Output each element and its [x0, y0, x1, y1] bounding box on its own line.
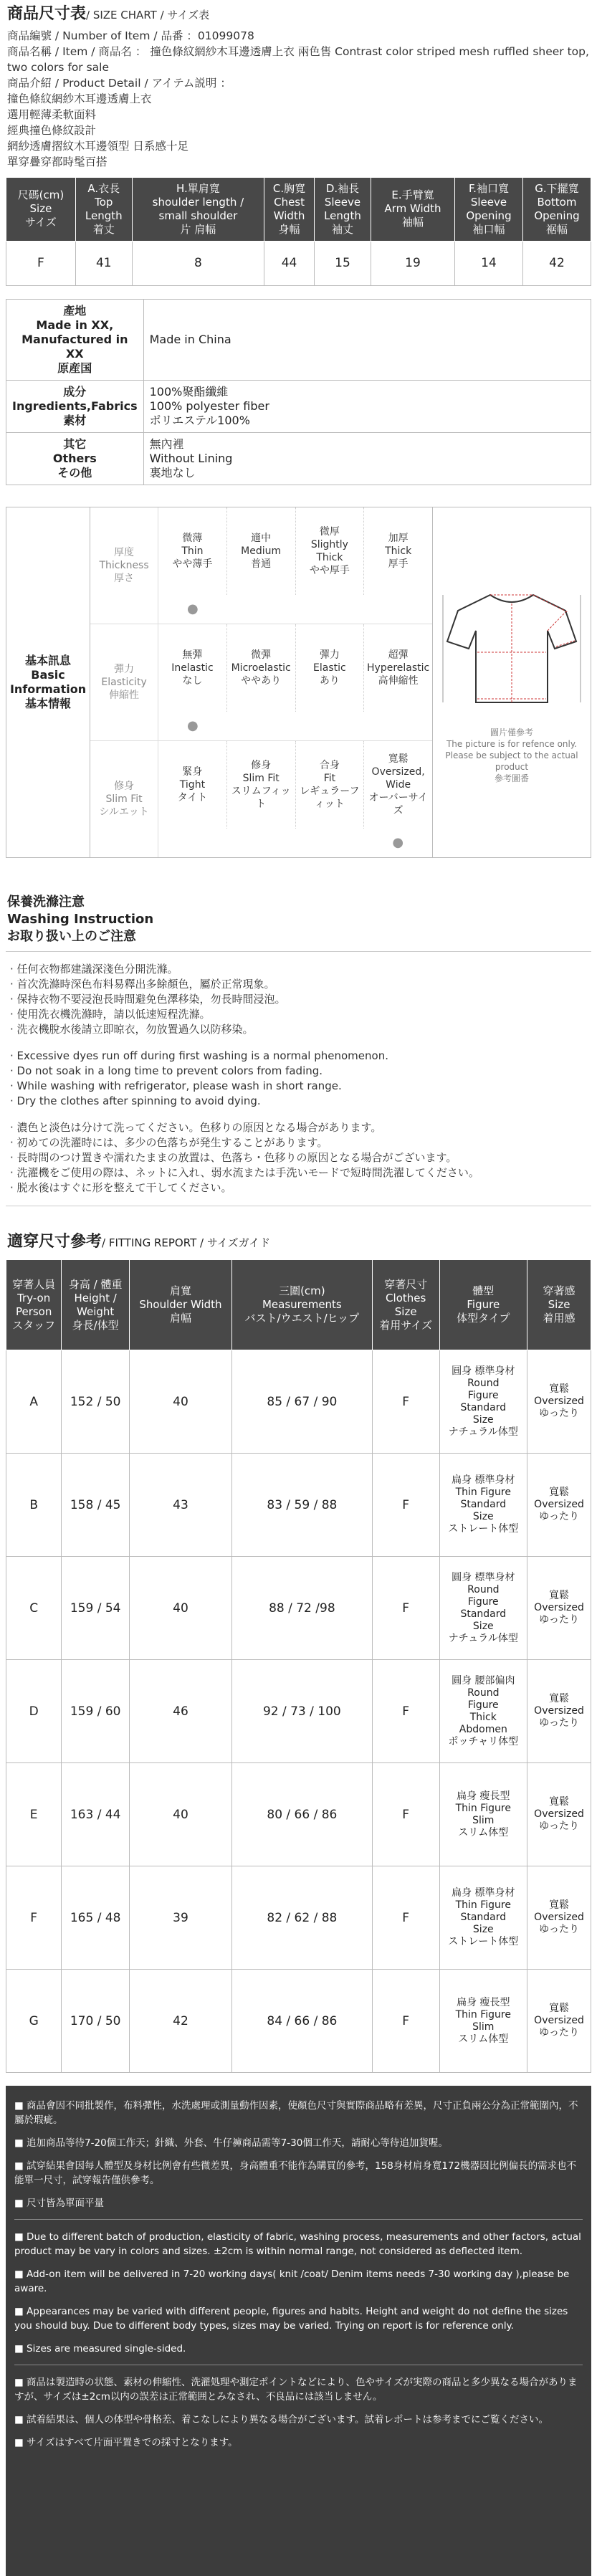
- basic-info-option-row: [158, 507, 432, 595]
- table-row: [6, 1660, 591, 1763]
- note-line: ■ サイズはすべて片面平置きでの採寸となります。: [14, 2436, 583, 2450]
- size-header-cell: E.手臂寬 Arm Width 袖幅: [371, 177, 454, 241]
- fitting-cell: 159 / 60: [62, 1660, 130, 1763]
- note-line: ■ 試着結果は、個人の体型や骨格差、着こなしにより異なる場合がございます。試着レポートは参考までにご覧ください。: [14, 2413, 583, 2427]
- fitting-cell: 163 / 44: [62, 1763, 130, 1866]
- fitting-cell: 170 / 50: [62, 1970, 130, 2073]
- basic-info-option: 寬鬆 Oversized, Wide オーバーサイズ: [368, 753, 428, 816]
- washing-line: · 任何衣物都建議深淺色分開洗滌。: [10, 962, 178, 975]
- table-row: [6, 1557, 591, 1660]
- table-row: [6, 1350, 591, 1454]
- basic-info-dot: [158, 829, 226, 857]
- fitting-cell: F: [372, 1557, 439, 1660]
- basic-info-option: 適中 Medium 普通: [227, 507, 296, 595]
- basic-info-group-name: 厚度 Thickness 厚さ: [90, 507, 158, 624]
- product-info-line: 商品介紹 / Product Detail / アイテム説明 ：: [7, 76, 231, 90]
- table-row: [6, 1763, 591, 1866]
- basic-info-option: 微彈 Microelastic ややあり: [227, 624, 296, 712]
- fitting-cell: 寬鬆 Oversized ゆったり: [527, 1350, 591, 1454]
- fitting-header-cell: 穿著尺寸 Clothes Size 着用サイズ: [372, 1260, 439, 1350]
- washing-line: · Dry the clothes after spinning to avoid dying.: [10, 1094, 261, 1107]
- fitting-cell: 40: [130, 1763, 232, 1866]
- basic-info-option: 加厚 Thick 厚手: [385, 532, 412, 570]
- notes-panel: [6, 2086, 591, 2576]
- fitting-cell: 158 / 45: [62, 1454, 130, 1557]
- size-cell: 8: [132, 241, 264, 285]
- fitting-cell: 寬鬆 Oversized ゆったり: [527, 1866, 591, 1970]
- fitting-header-cell: 三圍(cm) Measurements バスト/ウエスト/ヒップ: [231, 1260, 372, 1350]
- note-divider: [14, 2219, 583, 2220]
- material-value: 無內裡 Without Lining 裏地なし: [143, 432, 591, 485]
- table-row: [6, 380, 591, 432]
- washing-line: · 脱水後はすぐに形を整えて干してください。: [10, 1180, 232, 1194]
- washing-line: · 首次洗滌時深色布料易釋出多餘顏色，屬於正常現象。: [10, 977, 275, 991]
- size-cell: 19: [371, 241, 454, 285]
- washing-instruction-title: 保養洗滌注意 Washing Instruction お取り扱い上のご注意: [7, 894, 154, 944]
- table-row: [6, 1866, 591, 1970]
- product-info: [6, 25, 591, 177]
- product-info-line: 經典撞色條紋設計: [7, 123, 97, 137]
- basic-info-option: 彈力 Elastic あり: [296, 624, 365, 712]
- fitting-cell: F: [372, 1763, 439, 1866]
- fitting-cell: C: [6, 1557, 62, 1660]
- note-line: ■ 尺寸皆為單面平量: [14, 2196, 583, 2210]
- size-header-cell: 尺碼(cm) Size サイズ: [6, 177, 76, 241]
- washing-group: [10, 1120, 587, 1196]
- tshirt-diagram-icon: [440, 581, 583, 717]
- fitting-cell: 82 / 62 / 88: [231, 1866, 372, 1970]
- fitting-header-cell: 體型 Figure 体型タイプ: [439, 1260, 527, 1350]
- basic-info-dot: [295, 595, 363, 624]
- washing-line: · 洗衣機脫水後請立即晾衣，勿放置過久以防移染。: [10, 1022, 254, 1036]
- basic-info-dot: ●: [392, 834, 404, 850]
- basic-info-row: [90, 741, 432, 857]
- fitting-cell: 159 / 54: [62, 1557, 130, 1660]
- basic-info-option-row: [158, 624, 432, 712]
- basic-info-dot-row: [158, 829, 432, 857]
- basic-info-option: 超彈 Hyperelastic 高伸縮性: [367, 649, 430, 687]
- fitting-cell: F: [6, 1866, 62, 1970]
- basic-info-dot: [364, 712, 432, 740]
- washing-line: · 洗濯機をご使用の際は、ネットに入れ、弱水流または手洗いモードで短時間洗濯してください。: [10, 1165, 479, 1179]
- note-line: ■ Due to different batch of production, elasticity of fabric, washing process, measurements and other factors, actual product may be vary in colors and sizes. ±2cm is within normal range, not considered as deflected item.: [14, 2230, 583, 2258]
- size-cell: 44: [264, 241, 315, 285]
- size-chart-title-text: 商品尺寸表: [7, 5, 87, 23]
- fitting-cell: B: [6, 1454, 62, 1557]
- washing-line: · 使用洗衣機洗滌時，請以低速短程洗滌。: [10, 1007, 211, 1021]
- size-cell: 14: [454, 241, 522, 285]
- basic-info-label: [6, 507, 90, 857]
- fitting-cell: 寬鬆 Oversized ゆったり: [527, 1660, 591, 1763]
- note-line: ■ 試穿結果會因每人體型及身材比例會有些微差異，身高體重不能作為購買的參考，158身材肩身寬172機器因比例偏長的需求也不能單一尺寸，試穿報告僅供參考。: [14, 2159, 583, 2188]
- product-info-line: 撞色條紋網紗木耳邊透膚上衣: [7, 92, 152, 105]
- basic-info-option: 緊身 Tight タイト: [158, 741, 227, 829]
- basic-info-row: [90, 624, 432, 741]
- fitting-cell: 寬鬆 Oversized ゆったり: [527, 1557, 591, 1660]
- size-chart-subtitle: / SIZE CHART / サイズ表: [86, 9, 210, 22]
- fitting-cell: F: [372, 1970, 439, 2073]
- note-line: ■ Appearances may be varied with different people, figures and habits. Height and weight do not define the sizes you should buy. Due to different body types, sizes may be varied. Trying on report is for reference only.: [14, 2304, 583, 2333]
- fitting-cell: A: [6, 1350, 62, 1454]
- product-info-line: 選用輕薄柔軟面料: [7, 108, 97, 121]
- size-header-cell: F.袖口寬 Sleeve Opening 袖口幅: [454, 177, 522, 241]
- fitting-table: [6, 1259, 591, 2073]
- fitting-cell: 43: [130, 1454, 232, 1557]
- size-header-cell: D.袖長 Sleeve Length 袖丈: [315, 177, 371, 241]
- fitting-cell: 寬鬆 Oversized ゆったり: [527, 1454, 591, 1557]
- note-line: ■ Add-on item will be delivered in 7-20 working days( knit /coat/ Denim items needs 7-30 working day ),please be aware.: [14, 2267, 583, 2296]
- note-line: ■ 商品會因不同批製作，布料彈性，水洗處理或測量動作因素，使顏色尺寸與實際商品略有差異，尺寸正負兩公分為正常範圍內，不屬於瑕疵。: [14, 2099, 583, 2127]
- material-label: 成分 Ingredients,Fabrics 素材: [6, 380, 144, 432]
- table-row: [6, 299, 591, 380]
- basic-info-dot: [364, 595, 432, 624]
- washing-instruction: [6, 894, 591, 1206]
- basic-info-dot: ●: [186, 717, 199, 733]
- basic-info-option: 微薄 Thin やや薄手: [158, 507, 227, 595]
- note-line: ■ 追加商品等待7-20個工作天；針織、外套、牛仔褲商品需等7-30個工作天，請耐心等待追加貨喔。: [14, 2136, 583, 2150]
- basic-info-dot: [295, 712, 363, 740]
- fitting-cell: 扁身 標準身材 Thin Figure Standard Size ストレート体型: [439, 1454, 527, 1557]
- washing-line: · While washing with refrigerator, please wash in short range.: [10, 1079, 342, 1092]
- fitting-cell: 寬鬆 Oversized ゆったり: [527, 1763, 591, 1866]
- product-info-line: 商品編號 / Number of Item / 品番 ：01099078: [7, 29, 254, 42]
- basic-info-option-row: [158, 741, 432, 829]
- basic-info-row: [90, 507, 432, 624]
- basic-info-option: 無彈 Inelastic なし: [158, 624, 227, 712]
- basic-info-dot: [227, 829, 295, 857]
- fitting-header-cell: 穿著感 Size 着用感: [527, 1260, 591, 1350]
- basic-info-option: 合身 Fit レギュラーフィット: [296, 741, 365, 829]
- basic-info-group-name: 彈力 Elasticity 伸縮性: [90, 624, 158, 740]
- basic-info-option: 修身 Slim Fit スリムフィット: [227, 741, 296, 829]
- washing-instruction-body: [6, 951, 591, 1206]
- fitting-cell: 152 / 50: [62, 1350, 130, 1454]
- product-info-line: 商品名稱 / Item / 商品名 ： 撞色條紋網紗木耳邊透膚上衣 兩色售 Contrast color striped mesh ruffled sheer top, two colors for sale: [7, 44, 589, 74]
- note-line: ■ 商品は製造時の状態、素材の伸縮性、洗濯処理や測定ポイントなどにより、色やサイズが実際の商品と多少異なる場合がありますが、サイズは±2cm以内の誤差は正常範囲とみなされ、不良品には該当しません。: [14, 2375, 583, 2404]
- fitting-cell: 84 / 66 / 86: [231, 1970, 372, 2073]
- diagram-caption: 圖片僅參考 The picture is for refence only. Please be subject to the actual product 參考圖番: [445, 727, 578, 783]
- basic-info: [6, 507, 591, 858]
- size-cell: 15: [315, 241, 371, 285]
- size-header-cell: H.單肩寬 shoulder length / small shoulder 片 肩幅: [132, 177, 264, 241]
- size-table: [6, 177, 591, 286]
- washing-line: · 初めての洗濯時には、多少の色落ちが発生することがあります。: [10, 1135, 328, 1149]
- size-header-cell: A.衣長 Top Length 着丈: [75, 177, 132, 241]
- material-label: 其它 Others その他: [6, 432, 144, 485]
- table-row: [6, 1454, 591, 1557]
- material-value: 100%聚酯纖維 100% polyester fiber ポリエステル100%: [143, 380, 591, 432]
- fitting-cell: G: [6, 1970, 62, 2073]
- fitting-cell: 46: [130, 1660, 232, 1763]
- basic-info-dot-row: [158, 595, 432, 624]
- size-table-header: [6, 177, 591, 241]
- basic-info-dot: [227, 595, 295, 624]
- fitting-subtitle: / FITTING REPORT / サイズガイド: [102, 1236, 271, 1249]
- fitting-cell: 92 / 73 / 100: [231, 1660, 372, 1763]
- fitting-cell: F: [372, 1350, 439, 1454]
- fitting-cell: E: [6, 1763, 62, 1866]
- table-row: [6, 1970, 591, 2073]
- garment-diagram: [433, 507, 591, 857]
- fitting-cell: 42: [130, 1970, 232, 2073]
- fitting-header-cell: 穿著人員 Try-on Person スタッフ: [6, 1260, 62, 1350]
- basic-info-dot: [295, 829, 363, 857]
- basic-info-options: [158, 741, 432, 857]
- size-cell: 42: [522, 241, 591, 285]
- size-cell: 41: [75, 241, 132, 285]
- fitting-header-cell: 身高 / 體重 Height / Weight 身長/体型: [62, 1260, 130, 1350]
- fitting-report-title: [6, 1232, 591, 1253]
- basic-info-dot-row: [158, 712, 432, 740]
- fitting-cell: 39: [130, 1866, 232, 1970]
- fitting-cell: 寬鬆 Oversized ゆったり: [527, 1970, 591, 2073]
- fitting-cell: 40: [130, 1350, 232, 1454]
- fitting-cell: F: [372, 1660, 439, 1763]
- washing-line: · Do not soak in a long time to prevent colors from fading.: [10, 1064, 323, 1077]
- basic-info-dot: ●: [186, 601, 199, 616]
- product-info-line: 單穿疊穿都時髦百搭: [7, 155, 108, 168]
- fitting-cell: 165 / 48: [62, 1866, 130, 1970]
- basic-info-label-text: 基本訊息 Basic Information 基本情報: [9, 653, 87, 710]
- basic-info-options: [158, 624, 432, 740]
- size-header-cell: G.下擺寬 Bottom Opening 裾幅: [522, 177, 591, 241]
- size-chart-title: [6, 0, 591, 25]
- washing-group: [10, 1049, 587, 1109]
- fitting-cell: 85 / 67 / 90: [231, 1350, 372, 1454]
- fitting-cell: 圓身 標準身材 Round Figure Standard Size ナチュラル体型: [439, 1557, 527, 1660]
- note-line: ■ Sizes are measured single-sided.: [14, 2342, 583, 2356]
- washing-line: · 保持衣物不要浸泡長時間避免色澤移染，勿長時間浸泡。: [10, 992, 286, 1006]
- basic-info-option: 微厚 Slightly Thick やや厚手: [296, 507, 365, 595]
- washing-group: [10, 962, 587, 1037]
- fitting-cell: 扁身 標準身材 Thin Figure Standard Size ストレート体型: [439, 1866, 527, 1970]
- basic-info-dot: [227, 712, 295, 740]
- fitting-cell: F: [372, 1866, 439, 1970]
- basic-info-options: [158, 507, 432, 624]
- material-label: 產地 Made in XX, Manufactured in XX 原産国: [6, 299, 144, 380]
- table-row: [6, 241, 591, 285]
- materials-table: [6, 299, 591, 485]
- fitting-table-header: [6, 1260, 591, 1350]
- table-row: [6, 432, 591, 485]
- fitting-cell: 扁身 瘦長型 Thin Figure Slim スリム体型: [439, 1970, 527, 2073]
- fitting-cell: 80 / 66 / 86: [231, 1763, 372, 1866]
- washing-line: · 長時間のつけ置きや濡れたままの放置は、色落ち・色移りの原因となる場合がございます。: [10, 1150, 457, 1164]
- size-header-cell: C.胸寬 Chest Width 身幅: [264, 177, 315, 241]
- size-cell: F: [6, 241, 76, 285]
- basic-info-grid: [90, 507, 433, 857]
- fitting-cell: F: [372, 1454, 439, 1557]
- fitting-cell: D: [6, 1660, 62, 1763]
- material-value: Made in China: [143, 299, 591, 380]
- washing-line: · Excessive dyes run off during first washing is a normal phenomenon.: [10, 1049, 388, 1062]
- fitting-cell: 40: [130, 1557, 232, 1660]
- fitting-title-text: 適穿尺寸參考: [7, 1232, 102, 1251]
- basic-info-group-name: 修身 Slim Fit シルエット: [90, 741, 158, 857]
- fitting-cell: 88 / 72 /98: [231, 1557, 372, 1660]
- fitting-cell: 圓身 腰部偏肉 Round Figure Thick Abdomen ポッチャリ体型: [439, 1660, 527, 1763]
- washing-line: · 濃色と淡色は分けて洗ってください。色移りの原因となる場合があります。: [10, 1120, 382, 1134]
- fitting-cell: 83 / 59 / 88: [231, 1454, 372, 1557]
- product-info-line: 網紗透膚摺紋木耳邊領型 日系感十足: [7, 139, 188, 153]
- fitting-cell: 圓身 標準身材 Round Figure Standard Size ナチュラル体型: [439, 1350, 527, 1454]
- fitting-cell: 扁身 瘦長型 Thin Figure Slim スリム体型: [439, 1763, 527, 1866]
- fitting-header-cell: 肩寬 Shoulder Width 肩幅: [130, 1260, 232, 1350]
